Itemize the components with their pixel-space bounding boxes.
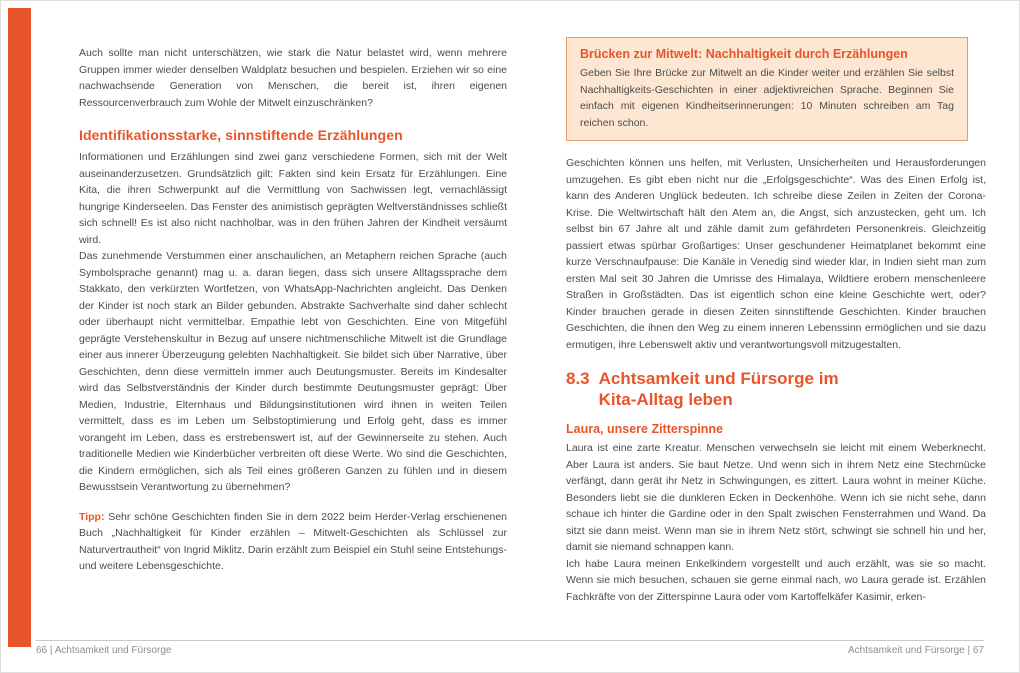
tip-label: Tipp: <box>79 510 105 523</box>
chapter-color-bar <box>8 8 31 647</box>
callout-title: Brücken zur Mitwelt: Nachhaltigkeit durch Erzählungen <box>580 47 908 61</box>
callout-text: Geben Sie Ihre Brücke zur Mitwelt an die Kinder weiter und erzählen Sie selbst Nachhaltigkeits-Geschichten in einer adjektivreichen Sprache. Beginnen Sie einfach mit eigenen Kindheitserinnerungen: 10 Minuten schreiben am Tag reichen schon. <box>580 67 954 129</box>
subsection-heading: Laura, unsere Zitterspinne <box>566 422 723 436</box>
section-heading-text <box>599 369 986 410</box>
callout-box <box>566 37 968 141</box>
chapter-section-heading <box>566 369 986 410</box>
section-number: 8.3 <box>566 369 590 388</box>
tip-text: Sehr schöne Geschichten finden Sie in dem 2022 beim Herder-Verlag erschienenen Buch „Nachhaltigkeit für Kinder erzählen – Mitwelt-Geschichten als Schlüssel zur Naturvertrautheit“ von Ingrid Miklitz. Darin erzählt zum Beispiel ein Stuhl seine Entstehungs- und weitere Lebensgeschichte. <box>79 510 507 572</box>
heading-line-1: Achtsamkeit und Fürsorge im <box>598 369 839 388</box>
page-left <box>79 45 507 575</box>
footer-rule <box>36 640 984 641</box>
footer-left: 66 | Achtsamkeit und Fürsorge <box>36 645 172 656</box>
paragraph: Geschichten können uns helfen, mit Verlusten, Unsicherheiten und Herausforderungen umzugehen. Es gibt eben nicht nur die „Erfolgsgeschichte“. Was des Einen Erfolg ist, kann des Anderen Unglück bedeuten. Ich schreibe diese Zeilen in Zeiten der Corona-Krise. Die Weltwirtschaft hält den Atem an, die Angst, sich anzustecken, geht um. Ich selbst bin 67 Jahre alt und zähle damit zum gefährdeten Personenkreis. Gleichzeitig passiert etwas spürbar Großartiges: Unser geschundener Heimatplanet bekommt eine kurze Verschnaufpause: Die Kanäle in Venedig sind wieder klar, in Indien sieht man zum ersten Mal seit 30 Jahren die Umrisse des Himalaya, Wildtiere erobern menschenleere Straßen in Großstädten. Das ist eigentlich schon eine kleine Geschichte wert, oder? Kinder brauchen gerade in diesen Zeiten sinnstiftende Geschichten. Kinder brauchen Geschichten, die ihnen den Weg zu einem inneren Lebenssinn ermöglichen und sie dazu ermutigen, ihre Lebenswelt aktiv und verantwortungsvoll mitzugestalten. <box>566 157 986 351</box>
paragraph: Auch sollte man nicht unterschätzen, wie stark die Natur belastet wird, wenn mehrere Gruppen immer wieder denselben Waldplatz besuchen und bespielen. Erziehen wir so eine nachwachsende Generation von Menschen, die bereit ist, ihren eigenen Ressourcenverbrauch zum Wohle der Mitwelt einzuschränken? <box>79 47 507 109</box>
paragraph: Das zunehmende Verstummen einer anschaulichen, an Metaphern reichen Sprache (auch Symbolsprache genannt) mag u. a. daran liegen, dass sich unsere Alltagssprache dem Stakkato, den verkürzten Wortfetzen, von WhatsApp-Nachrichten angleicht. Das Denken der Kinder ist noch stark an Bilder gebunden. Abstrakte Sachverhalte sind daher schlecht oder überhaupt nicht vermittelbar. Empathie lebt von Geschichten. Eine von Mitgefühl geprägte Verstehenskultur in Bezug auf unsere nichtmenschliche Mitwelt ist die Grundlage einer aus innerer Überzeugung gelebten Nachhaltigkeit. Sie bildet sich über Narrative, über Geschichten, denn diese vermitteln immer auch Deutungsmuster. Bereits im Kindesalter wird das Selbstverständnis der Kinder durch bestimmte Deutungsmuster geprägt: Über Medien, Industrie, Elternhaus und Bildungsinstitutionen wird ihnen in weiten Teilen vermittelt, dass es im Leben um Selbstoptimierung und Erfolg geht, dass es immer vorangeht im Leben, dass es erstrebenswert ist, auf der Gewinnerseite zu stehen. Auch traditionelle Medien wie Kinderbücher verbreiten oft diese Werte. Wo sind die Geschichten, die Kindern ermöglichen, sich als Teil eines größeren Ganzen zu fühlen und in diesem Bewusstsein Verantwortung zu übernehmen? <box>79 250 507 493</box>
paragraph: Ich habe Laura meinen Enkelkindern vorgestellt und auch erzählt, was sie so macht. Wenn sie mich besuchen, schauen sie gerne einmal nach, wo Laura gerade ist. Erzählen Fachkräfte von der Zitterspinne Laura oder vom Kartoffelkäfer Kasimir, erken- <box>566 557 986 603</box>
heading-line-2: Kita-Alltag leben <box>598 389 733 409</box>
paragraph: Informationen und Erzählungen sind zwei ganz verschiedene Formen, sich mit der Welt auseinanderzusetzen. Grundsätzlich gilt: Fakten sind kein Ersatz für Erzählungen. Eine Kita, die ihren Schwerpunkt auf die Vermittlung von Sachwissen legt, vernachlässigt hungrige Kinderseelen. Das Fenster des animistisch geprägten Weltverständnisses schließt sich schnell! Es ist also nicht nachholbar, was in den frühen Jahren der Kindheit versäumt wird. <box>79 151 507 246</box>
tip-paragraph <box>79 509 507 575</box>
footer-right: Achtsamkeit und Fürsorge | 67 <box>848 645 984 656</box>
page-right <box>566 37 986 605</box>
section-heading: Identifikationsstarke, sinnstiftende Erzählungen <box>79 127 403 143</box>
paragraph: Laura ist eine zarte Kreatur. Menschen verwechseln sie leicht mit einem Weberknecht. Aber Laura ist anders. Sie baut Netze. Und wenn sich in ihrem Netz eine Stechmücke verfängt, dann gerät ihr Netz in Schwingungen, es zittert. Laura wohnt in meiner Küche. Besonders liebt sie die dunkleren Ecken in Deckenhöhe. Wenn ich sie nicht sehe, dann schaue ich hinter die Gardine oder in den Spalt zwischen Fensterrahmen und Wand. Da sitzt sie dann meist. Wenn man sie in ihrem Netz stört, schwingt sie schnell hin und her, damit sie niemand schnappen kann. <box>566 442 986 553</box>
